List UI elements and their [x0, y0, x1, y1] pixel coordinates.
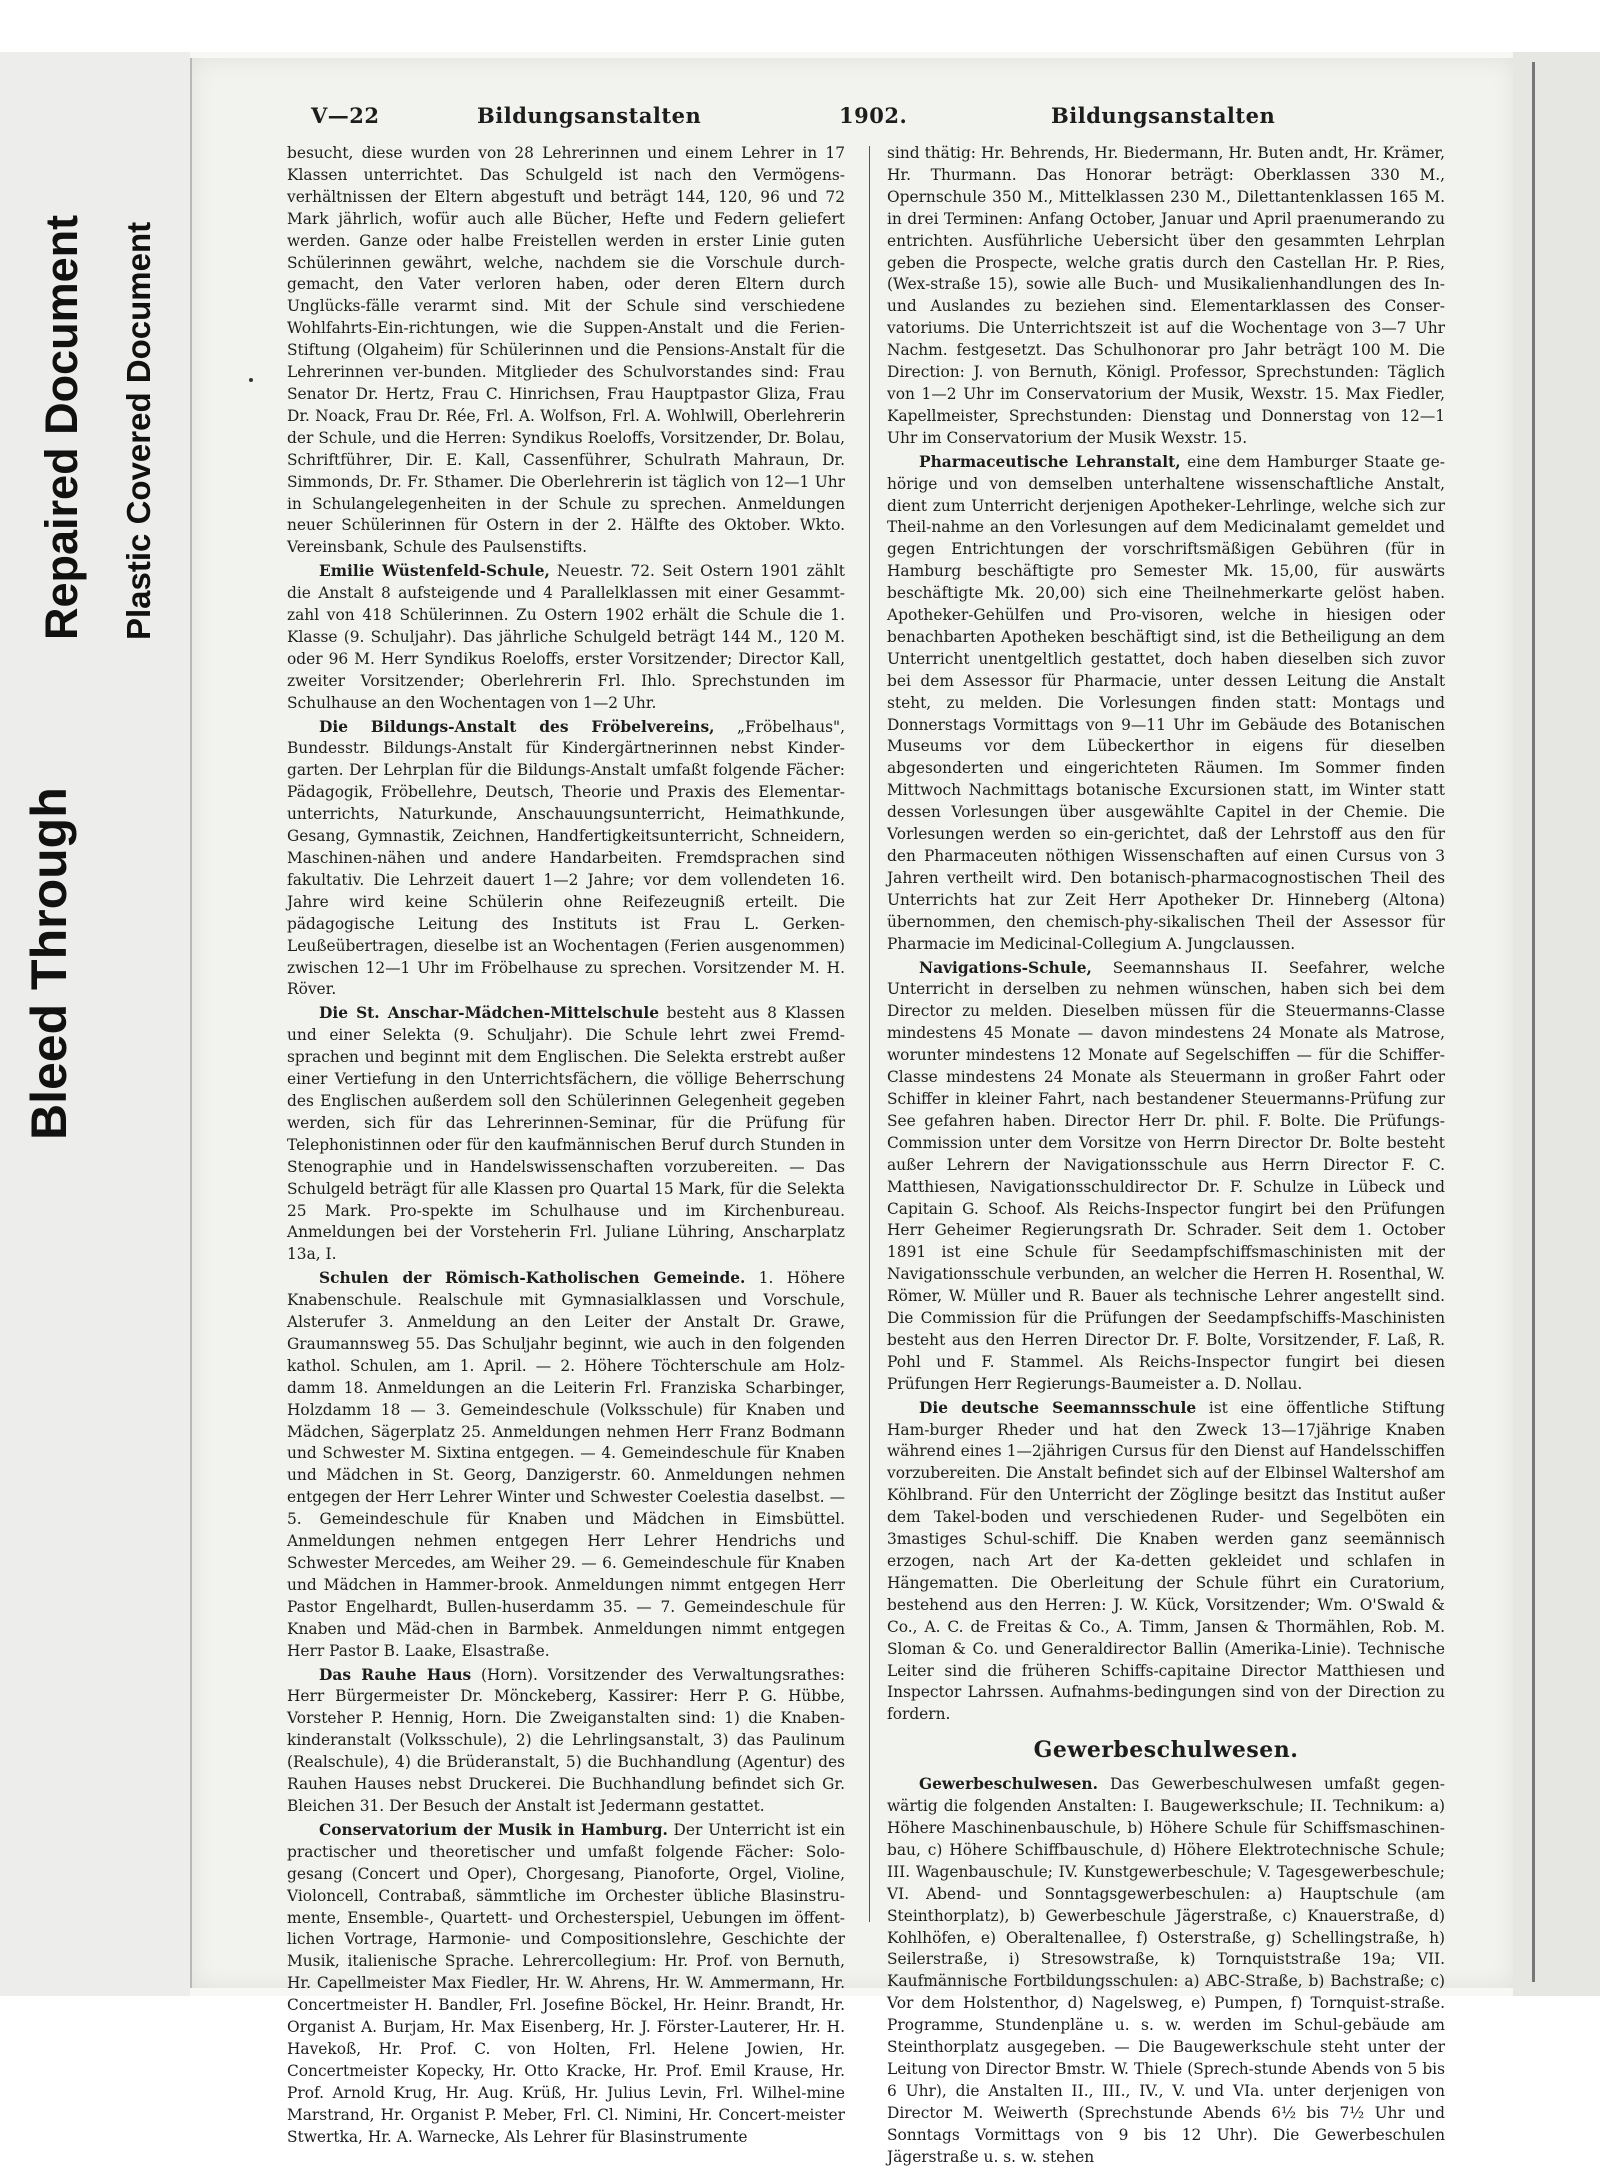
- right-column: [887, 143, 1445, 2166]
- plastic-covered-label: Plastic Covered Document: [120, 221, 157, 640]
- entry-title: Emilie Wüstenfeld-Schule,: [319, 562, 550, 581]
- entry-title: Navigations-Schule,: [919, 958, 1092, 977]
- header-title-left: Bildungsanstalten: [477, 103, 702, 128]
- entry-title: Conservatorium der Musik in Hamburg.: [319, 1820, 668, 1839]
- paragraph: besucht, diese wurden von 28 Lehrerinnen und einem Lehrer in 17 Klassen unterrichtet. Das Schulgeld ist nach den Vermögens-verhältnissen der Eltern abgestuft und beträgt 144, 120, 96 und 72 Mark jährlich, wofür auch alle Bücher, Hefte und Federn geliefert werden. Ganze oder halbe Freistellen werden in erster Linie guten Schülerinnen gewährt, welche, nachdem sie die Vorschule durch-gemacht, den Vater verloren haben, oder deren Eltern durch Unglücks-fälle verarmt sind. Mit der Schule sind verschiedene Wohlfahrts-Ein-richtungen, wie die Suppen-Anstalt und die Ferien-Stiftung (Olgaheim) für Schülerinnen und die Pensions-Anstalt für die Lehrerinnen ver-bunden. Mitglieder des Schulvorstandes sind: Frau Senator Dr. Hertz, Frau C. Hinrichsen, Frau Hauptpastor Gliza, Frau Dr. Noack, Frau Dr. Rée, Frl. A. Wolfson, Frl. A. Wohlwill, Oberlehrerin der Schule, und die Herren: Syndikus Roeloffs, Vorsitzender, Dr. Bolau, Schriftführer, Dir. E. Kall, Cassenführer, Schulrath Mahraun, Dr. Simmonds, Dr. Fr. Sthamer. Die Oberlehrerin ist täglich von 12—1 Uhr in Schulangelegenheiten in der Schule zu sprechen. Anmeldungen neuer Schülerinnen für Ostern in der 2. Hälfte des Oktober. Wkto. Vereinsbank, Schule des Paulsenstifts.: [287, 144, 845, 557]
- paragraph: Schulen der Römisch-Katholischen Gemeinde. 1. Höhere Knabenschule. Realschule mit Gymnasialklassen und Vorschule, Alsterufer 3. Anmeldung an den Leiter der Anstalt Dr. Grawe, Graumannsweg 55. Das Schuljahr beginnt, wie auch in den folgenden kathol. Schulen, am 1. April. — 2. Höhere Töchterschule am Holz-damm 18. Anmeldungen an die Leiterin Frl. Franziska Scharbinger, Holzdamm 18 — 3. Gemeindeschule (Volksschule) für Knaben und Mädchen, Sägerplatz 25. Anmeldungen nehmen Herr Franz Bodmann und Schwester M. Sixtina entgegen. — 4. Gemeindeschule für Knaben und Mädchen in St. Georg, Danzigerstr. 60. Anmeldungen nehmen entgegen der Herr Lehrer Winter und Schwester Coelestia daselbst. — 5. Gemeindeschule für Knaben und Mädchen in Eimsbüttel. Anmeldungen nehmen entgegen Herr Lehrer Hendrichs und Schwester Mercedes, am Weiher 29. — 6. Gemeindeschule für Knaben und Mädchen in Hammer-brook. Anmeldungen nimmt entgegen Herr Pastor Engelhardt, Bullen-huserdamm 35. — 7. Gemeindeschule für Knaben und Mäd-chen in Barmbek. Anmeldungen nimmt entgegen Herr Pastor B. Laake, Elsastraße.: [287, 1269, 845, 1660]
- paragraph: Die St. Anschar-Mädchen-Mittelschule besteht aus 8 Klassen und einer Selekta (9. Schuljahr). Die Schule lehrt zwei Fremd-sprachen und beginnt mit dem Englischen. Die Selekta erstrebt außer einer Vertiefung in den Unterrichtsfächern, die völlige Beherrschung des Englischen außerdem soll den Schülerinnen Gelegenheit gegeben werden, sich für das Lehrerinnen-Seminar, für die Prüfung für Telephonistinnen oder für den kaufmännischen Beruf durch Stunden in Stenographie und in Handelswissenschaften vorzubereiten. — Das Schulgeld beträgt für alle Klassen pro Quartal 15 Mark, für die Selekta 25 Mark. Pro-spekte im Schulhause und im Kirchenbureau. Anmeldungen bei der Vorsteherin Frl. Juliane Lühring, Anscharplatz 13a, I.: [287, 1004, 845, 1264]
- header-title-right: Bildungsanstalten: [1051, 103, 1276, 128]
- paragraph: Gewerbeschulwesen. Das Gewerbeschulwesen umfaßt gegen-wärtig die folgenden Anstalten: I. Baugewerkschule; II. Technikum: a) Höhere Maschinenbauschule, b) Höhere Schule für Schiffsmaschinen-bau, c) Höhere Schiffbauschule, d) Höhere Elektrotechnische Schule; III. Wagenbauschule; IV. Kunstgewerbeschule; V. Tagesgewerbeschule; VI. Abend- und Sonntagsgewerbeschulen: a) Hauptschule (am Steinthorplatz), b) Gewerbeschule Jägerstraße, c) Knauerstraße, d) Kohlhöfen, e) Oberaltenallee, f) Osterstraße, g) Schellingstraße, h) Seilerstraße, i) Stresowstraße, k) Tornquiststraße 19a; VII. Kaufmännische Fortbildungsschulen: a) ABC-Straße, b) Bachstraße; c) Vor dem Holstenthor, d) Nagelsweg, e) Pumpen, f) Tornquist-straße. Programme, Stundenpläne u. s. w. werden im Schul-gebäude am Steinthorplatz ausgegeben. — Die Baugewerkschule steht unter der Leitung von Director Bmstr. W. Thiele (Sprech-stunde Abends von 5 bis 6 Uhr), die Anstalten II., III., IV., V. und VIa. unter derjenigen von Director M. Weiwerth (Sprechstunde Abends 6½ bis 7½ Uhr und Sonntags Vormittags von 9 bis 12 Uhr). Die Gewerbeschulen Jägerstraße u. s. w. stehen: [887, 1775, 1445, 2166]
- margin-mark: [249, 378, 253, 382]
- section-heading: Gewerbeschulwesen.: [1033, 1737, 1299, 1764]
- bleed-through-label: Bleed Through: [21, 787, 77, 1140]
- paragraph: Pharmaceutische Lehranstalt, eine dem Hamburger Staate ge-hörige und von demselben unterhaltene wissenschaftliche Anstalt, dient zum Unterricht derjenigen Apotheker-Lehrlinge, welche sich zur Theil-nahme an den Vorlesungen auf dem Medicinalamt gemeldet und gegen Entrichtungen der vorschriftsmäßigen Gebühren (für in Hamburg beschäftigte pro Semester Mk. 15,00, für auswärts beschäftigte Mk. 20,00) sich eine Theilnehmerkarte gelöst haben. Apotheker-Gehülfen und Pro-visoren, welche in hiesigen oder benachbarten Apotheken beschäftigt sind, ist die Betheiligung an dem Unterricht unentgeltlich gestattet, doch haben dieselben sich zuvor bei dem Assessor für Pharmacie, unter dessen Leitung die Anstalt steht, zu melden. Die Vorlesungen finden statt: Montags und Donnerstags Vormittags von 9—11 Uhr im Gebäude des Botanischen Museums vor dem Lübeckerthor in eigens für dieselben abgesonderten und eingerichteten Räumen. Im Sommer finden Mittwoch Nachmittags botanische Excursionen statt, im Winter statt dessen Vorlesungen über ausgewählte Capitel in der Chemie. Die Vorlesungen werden so ein-gerichtet, daß der Lehrstoff aus den für den Pharmaceuten nöthigen Wissenschaften auf einen Cursus von 3 Jahren vertheilt wird. Den botanisch-pharmacognostischen Theil des Unterrichts hat zur Zeit Herr Apotheker Dr. Hinneberg (Altona) übernommen, den chemisch-phy-sikalischen Theil der Assessor für Pharmacie im Medicinal-Collegium A. Jungclaussen.: [887, 452, 1445, 953]
- paragraph: sind thätig: Hr. Behrends, Hr. Biedermann, Hr. Buten andt, Hr. Krämer, Hr. Thurmann. Das Honorar beträgt: Oberklassen 330 M., Opernschule 350 M., Mittelklassen 230 M., Dilettantenklassen 165 M. in drei Terminen: Anfang October, Januar und April praenumerando zu entrichten. Ausführliche Uebersicht über den gesammten Lehrplan geben die Prospecte, welche gratis durch den Castellan Hr. P. Ries, (Wex-straße 15), sowie alle Buch- und Musikalienhandlungen des In- und Auslandes zu beziehen sind. Elementarklassen des Conser-vatoriums. Die Unterrichtszeit ist auf die Wochentage von 3—7 Uhr Nachm. festgesetzt. Das Schulhonorar pro Jahr beträgt 100 M. Die Direction: J. von Bernuth, Königl. Professor, Sprechstunden: Täglich von 1—2 Uhr im Conservatorium der Musik, Wexstr. 15. Max Fiedler, Kapellmeister, Sprechstunden: Dienstag und Donnerstag von 12—1 Uhr im Conservatorium der Musik Wexstr. 15.: [887, 144, 1445, 447]
- scan-right-margin: [1513, 52, 1600, 1996]
- header-year: 1902.: [839, 103, 908, 128]
- page-number: V—22: [311, 103, 380, 128]
- repaired-document-label: Repaired Document: [36, 214, 87, 640]
- page-edge-line: [1532, 62, 1535, 1982]
- paragraph: Das Rauhe Haus (Horn). Vorsitzender des Verwaltungsrathes: Herr Bürgermeister Dr. Mönckeberg, Kassirer: Herr P. G. Hübbe, Vorsteher P. Hennig, Horn. Die Zweiganstalten sind: 1) die Knaben-kinderanstalt (Volksschule), 2) die Lehrlingsanstalt, 3) das Paulinum (Realschule), 4) die Brüderanstalt, 5) die Buchhandlung (Agentur) des Rauhen Hauses nebst Druckerei. Die Buchhandlung befindet sich Gr. Bleichen 31. Der Besuch der Anstalt ist Jedermann gestattet.: [287, 1665, 845, 1815]
- entry-title: Die deutsche Seemannsschule: [919, 1398, 1197, 1417]
- column-divider: [869, 146, 870, 1922]
- running-header: [311, 103, 1471, 139]
- entry-title: Gewerbeschulwesen.: [919, 1775, 1098, 1794]
- paragraph: Die deutsche Seemannsschule ist eine öffentliche Stiftung Ham-burger Rheder und hat den Zweck 13—17jährige Knaben während eines 1—2jährigen Cursus für den Dienst auf Handelsschiffen vorzubereiten. Die Anstalt befindet sich auf der Elbinsel Waltershof am Köhlbrand. Für den Unterricht der Zöglinge besitzt das Institut außer dem Takel-boden und verschiedenen Ruder- und Segelböten ein 3mastiges Schul-schiff. Die Knaben werden ganz seemännisch erzogen, nach Art der Ka-detten gekleidet und schlafen in Hängematten. Die Oberleitung der Schule führt ein Curatorium, bestehend aus den Herren: J. W. Kück, Vorsitzender; Wm. O'Swald & Co., A. C. de Freitas & Co., A. Timm, Jansen & Thormählen, Rob. M. Sloman & Co. und Generaldirector Ballin (Amerika-Linie). Technische Leiter sind die früheren Schiffs-capitaine Director Matthiesen und Inspector Lahrssen. Aufnahms-bedingungen sind von der Direction zu fordern.: [887, 1398, 1445, 1724]
- entry-title: Die St. Anschar-Mädchen-Mittelschule: [319, 1004, 660, 1023]
- entry-title: Die Bildungs-Anstalt des Fröbelvereins,: [319, 717, 715, 736]
- paragraph: Emilie Wüstenfeld-Schule, Neuestr. 72. Seit Ostern 1901 zählt die Anstalt 8 aufsteigende und 4 Parallelklassen mit einer Gesammt-zahl von 418 Schülerinnen. Zu Ostern 1902 erhält die Schule die 1. Klasse (9. Schuljahr). Das jährliche Schulgeld beträgt 144 M., 120 M. oder 96 M. Herr Syndikus Roeloffs, erster Vorsitzender; Director Kall, zweiter Vorsitzender; Oberlehrerin Frl. Ihlo. Sprechstunden im Schulhause an den Wochentagen von 1—2 Uhr.: [287, 562, 845, 712]
- paragraph: Navigations-Schule, Seemannshaus II. Seefahrer, welche Unterricht in derselben zu nehmen wünschen, haben sich bei dem Director zu melden. Dieselben müssen für die Steuermanns-Classe mindestens 45 Monate — davon mindestens 24 Monate als Matrose, worunter mindestens 12 Monate auf Segelschiffen — für die Schiffer-Classe mindestens 24 Monate als Steuermann in großer Fahrt oder Schiffer in kleiner Fahrt, nach bestandener Steuermanns-Prüfung zur See gefahren haben. Director Herr Dr. phil. F. Bolte. Die Prüfungs-Commission unter dem Vorsitze von Herrn Director Dr. Bolte besteht außer Lehrern der Navigationsschule aus Herrn Director F. C. Matthiesen, Navigationsschuldirector Dr. F. Schulze in Lübeck und Capitain G. Schoof. Als Reichs-Inspector fungirt bei den Prüfungen Herr Geheimer Regierungsrath Dr. Schrader. Seit dem 1. October 1891 ist eine Schule für Seedampfschiffsmaschinisten mit der Navigationsschule verbunden, an welcher die Herren H. Rosenthal, W. Römer, W. Müller und R. Bauer als technische Lehrer angestellt sind. Die Commission für die Prüfungen der Seedampfschiffs-Maschinisten besteht aus den Herren Director Dr. F. Bolte, Vorsitzender, F. Laß, R. Pohl und F. Stammel. Als Reichs-Inspector fungirt bei diesen Prüfungen Herr Regierungs-Baumeister a. D. Nollau.: [887, 958, 1445, 1393]
- paragraph: Conservatorium der Musik in Hamburg. Der Unterricht ist ein practischer und theoretischer und umfaßt folgende Fächer: Solo-gesang (Concert und Oper), Chorgesang, Pianoforte, Orgel, Violine, Violoncell, Contrabaß, sämmtliche im Orchester übliche Blasinstru-mente, Ensemble-, Quartett- und Orchesterspiel, Uebungen im öffent-lichen Vortrage, Harmonie- und Compositionslehre, Geschichte der Musik, italienische Sprache. Lehrercollegium: Hr. Prof. von Bernuth, Hr. Capellmeister Max Fiedler, Hr. W. Ahrens, Hr. W. Ammermann, Hr. Concertmeister H. Bandler, Frl. Josefine Böckel, Hr. Heinr. Brandt, Hr. Organist A. Burjam, Hr. Max Eisenberg, Hr. J. Förster-Lauterer, Hr. H. Havekoß, Hr. Prof. C. von Holten, Frl. Helene Jowien, Hr. Concertmeister Kopecky, Hr. Otto Kracke, Hr. Prof. Emil Krause, Hr. Prof. Arnold Krug, Hr. Aug. Krüß, Hr. Julius Levin, Frl. Wilhel-mine Marstrand, Hr. Organist P. Meber, Frl. Cl. Nimini, Hr. Concert-meister Stwertka, Hr. A. Warnecke, Als Lehrer für Blasinstrumente: [287, 1820, 845, 2146]
- left-column: [287, 143, 845, 2146]
- entry-title: Schulen der Römisch-Katholischen Gemeinde.: [319, 1269, 746, 1288]
- paragraph: Die Bildungs-Anstalt des Fröbelvereins, „Fröbelhaus", Bundesstr. Bildungs-Anstalt für Kindergärtnerinnen nebst Kinder-garten. Der Lehrplan für die Bildungs-Anstalt umfaßt folgende Fächer: Pädagogik, Fröbellehre, Deutsch, Theorie und Praxis des Elementar-unterrichts, Naturkunde, Anschauungsunterricht, Heimathkunde, Gesang, Gymnastik, Zeichnen, Handfertigkeitsunterricht, Schneidern, Maschinen-nähen und andere Handarbeiten. Fremdsprachen sind fakultativ. Die Lehrzeit dauert 1—2 Jahre; vor dem vollendeten 16. Jahre wird keine Schülerin ohne Reifezeugniß erteilt. Die pädagogische Leitung des Instituts ist Frau L. Gerken-Leußeübertragen, dieselbe ist an Wochentagen (Ferien ausgenommen) zwischen 12—1 Uhr im Fröbelhause zu sprechen. Vorsitzender M. H. Röver.: [287, 717, 845, 999]
- entry-title: Das Rauhe Haus: [319, 1665, 472, 1684]
- entry-title: Pharmaceutische Lehranstalt,: [919, 452, 1181, 471]
